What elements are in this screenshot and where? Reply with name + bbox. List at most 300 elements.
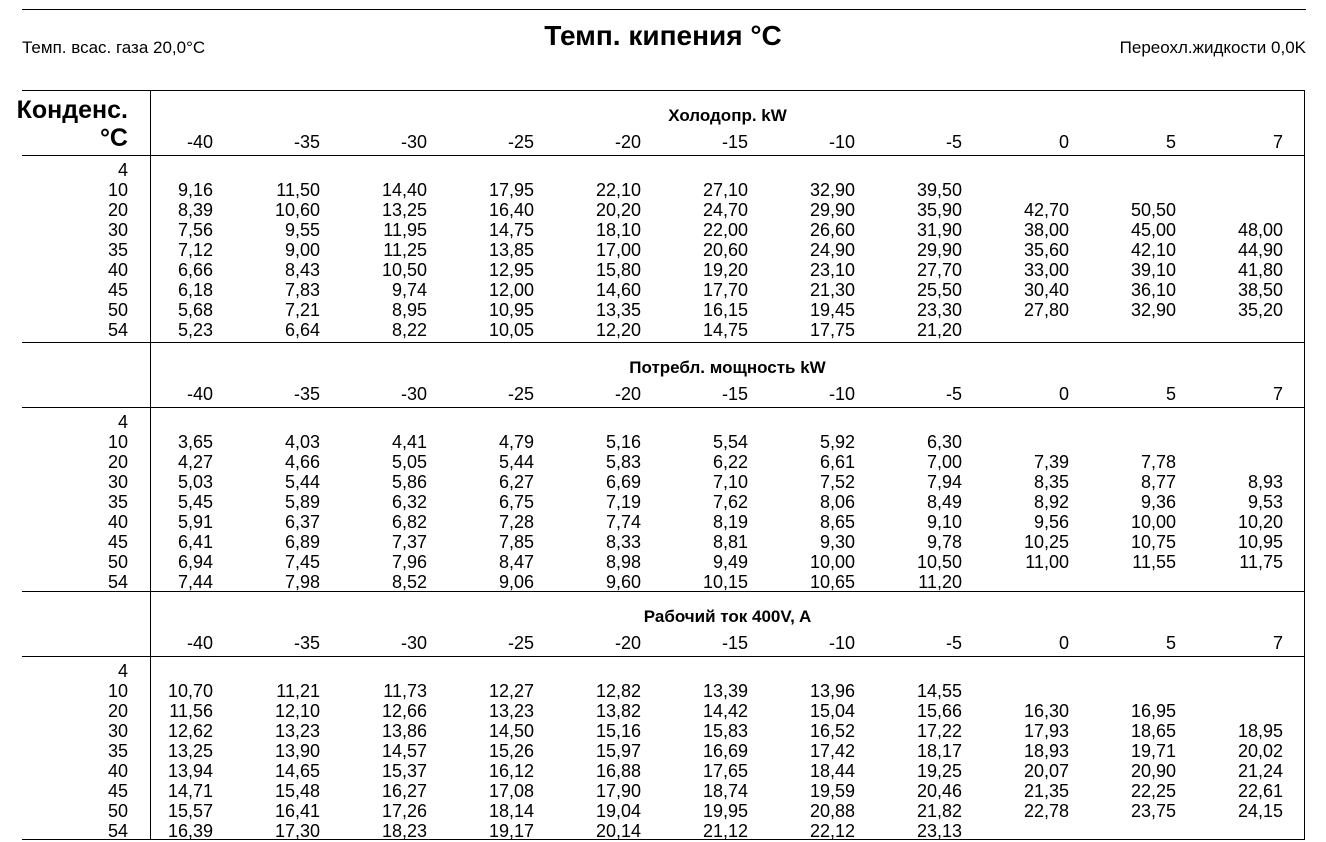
table-cell: 16,41 bbox=[274, 801, 320, 821]
column-header: 0 bbox=[1058, 132, 1069, 152]
row-label: 10 bbox=[107, 180, 128, 200]
table-cell: 11,25 bbox=[383, 240, 427, 260]
table-cell: 29,90 bbox=[916, 240, 962, 260]
table-cell: 33,00 bbox=[1023, 260, 1069, 280]
column-header: 7 bbox=[1272, 384, 1283, 404]
row-label: 45 bbox=[107, 532, 128, 552]
table-cell: 14,55 bbox=[916, 681, 962, 701]
table-cell: 5,45 bbox=[177, 492, 213, 512]
table-cell: 18,17 bbox=[916, 741, 962, 761]
table-cell: 10,95 bbox=[1237, 532, 1283, 552]
table-cell: 38,00 bbox=[1023, 220, 1069, 240]
table-cell: 50,50 bbox=[1130, 200, 1176, 220]
table-cell: 6,82 bbox=[391, 512, 427, 532]
table-cell: 17,75 bbox=[809, 320, 855, 340]
table-cell: 39,10 bbox=[1130, 260, 1176, 280]
table-cell: 7,28 bbox=[498, 512, 534, 532]
table-cell: 7,12 bbox=[177, 240, 213, 260]
column-header: -40 bbox=[186, 132, 213, 152]
row-label: 50 bbox=[107, 801, 128, 821]
table-cell: 9,49 bbox=[712, 552, 748, 572]
condensing-unit: °C bbox=[99, 124, 128, 152]
table-cell: 5,83 bbox=[605, 452, 641, 472]
table-cell: 20,88 bbox=[809, 801, 855, 821]
table-cell: 11,55 bbox=[1132, 552, 1176, 572]
column-header: -15 bbox=[721, 132, 748, 152]
table-cell: 26,60 bbox=[809, 220, 855, 240]
table-cell: 7,74 bbox=[605, 512, 641, 532]
section-title: Холодопр. kW bbox=[668, 106, 787, 125]
table-cell: 13,85 bbox=[488, 240, 534, 260]
table-cell: 35,60 bbox=[1023, 240, 1069, 260]
table-cell: 11,75 bbox=[1239, 552, 1283, 572]
section-divider bbox=[22, 342, 1305, 343]
table-cell: 22,61 bbox=[1237, 781, 1283, 801]
table-cell: 10,60 bbox=[274, 200, 320, 220]
table-cell: 15,04 bbox=[809, 701, 855, 721]
table-cell: 7,94 bbox=[926, 472, 962, 492]
table-cell: 20,14 bbox=[595, 821, 641, 841]
column-header: -20 bbox=[614, 132, 641, 152]
table-cell: 6,41 bbox=[177, 532, 213, 552]
table-cell: 8,49 bbox=[926, 492, 962, 512]
row-label: 54 bbox=[107, 821, 128, 841]
table-cell: 16,69 bbox=[702, 741, 748, 761]
table-cell: 8,35 bbox=[1033, 472, 1069, 492]
table-cell: 6,66 bbox=[177, 260, 213, 280]
table-cell: 20,07 bbox=[1023, 761, 1069, 781]
top-rule bbox=[22, 9, 1306, 10]
table-cell: 14,60 bbox=[595, 280, 641, 300]
table-cell: 6,30 bbox=[926, 432, 962, 452]
table-cell: 17,90 bbox=[595, 781, 641, 801]
table-cell: 7,19 bbox=[605, 492, 641, 512]
table-cell: 14,65 bbox=[274, 761, 320, 781]
table-cell: 17,93 bbox=[1023, 721, 1069, 741]
table-cell: 6,27 bbox=[498, 472, 534, 492]
table-cell: 9,60 bbox=[605, 572, 641, 592]
table-cell: 29,90 bbox=[809, 200, 855, 220]
table-cell: 21,24 bbox=[1237, 761, 1283, 781]
table-cell: 32,90 bbox=[809, 180, 855, 200]
table-cell: 4,66 bbox=[284, 452, 320, 472]
table-cell: 8,65 bbox=[819, 512, 855, 532]
table-cell: 8,33 bbox=[605, 532, 641, 552]
page-title: Темп. кипения °C bbox=[544, 20, 782, 51]
section-title: Рабочий ток 400V, A bbox=[643, 607, 812, 626]
table-cell: 15,37 bbox=[381, 761, 427, 781]
table-cell: 19,95 bbox=[702, 801, 748, 821]
table-cell: 8,95 bbox=[391, 300, 427, 320]
table-cell: 9,56 bbox=[1033, 512, 1069, 532]
table-cell: 17,95 bbox=[488, 180, 534, 200]
table-cell: 13,86 bbox=[381, 721, 427, 741]
table-cell: 6,64 bbox=[284, 320, 320, 340]
column-header: 7 bbox=[1272, 633, 1283, 653]
column-header: 0 bbox=[1058, 384, 1069, 404]
column-header: -15 bbox=[721, 384, 748, 404]
row-label: 40 bbox=[107, 761, 128, 781]
table-cell: 13,94 bbox=[167, 761, 213, 781]
column-header: 5 bbox=[1165, 633, 1176, 653]
table-cell: 6,32 bbox=[391, 492, 427, 512]
table-cell: 9,06 bbox=[498, 572, 534, 592]
row-label: 4 bbox=[117, 661, 128, 681]
table-cell: 14,40 bbox=[381, 180, 427, 200]
table-cell: 7,85 bbox=[498, 532, 534, 552]
row-label: 4 bbox=[117, 412, 128, 432]
table-cell: 42,10 bbox=[1130, 240, 1176, 260]
table-cell: 8,77 bbox=[1140, 472, 1176, 492]
table-cell: 13,25 bbox=[167, 741, 213, 761]
row-label: 35 bbox=[107, 492, 128, 512]
table-cell: 5,23 bbox=[177, 320, 213, 340]
row-label: 30 bbox=[107, 472, 128, 492]
table-cell: 25,50 bbox=[916, 280, 962, 300]
table-cell: 9,74 bbox=[391, 280, 427, 300]
table-cell: 16,40 bbox=[488, 200, 534, 220]
table-cell: 12,95 bbox=[488, 260, 534, 280]
table-cell: 8,92 bbox=[1033, 492, 1069, 512]
table-cell: 5,54 bbox=[712, 432, 748, 452]
table-cell: 27,10 bbox=[702, 180, 748, 200]
table-cell: 8,47 bbox=[498, 552, 534, 572]
table-cell: 16,12 bbox=[488, 761, 534, 781]
table-cell: 7,10 bbox=[712, 472, 748, 492]
table-cell: 5,05 bbox=[391, 452, 427, 472]
table-cell: 7,37 bbox=[391, 532, 427, 552]
table-cell: 6,18 bbox=[177, 280, 213, 300]
table-cell: 10,15 bbox=[702, 572, 748, 592]
table-cell: 22,00 bbox=[702, 220, 748, 240]
table-cell: 13,35 bbox=[595, 300, 641, 320]
table-cell: 6,94 bbox=[177, 552, 213, 572]
table-cell: 11,50 bbox=[276, 180, 320, 200]
table-cell: 10,50 bbox=[916, 552, 962, 572]
row-label: 54 bbox=[107, 572, 128, 592]
table-cell: 18,23 bbox=[381, 821, 427, 841]
table-cell: 7,56 bbox=[177, 220, 213, 240]
table-cell: 10,95 bbox=[488, 300, 534, 320]
table-cell: 7,78 bbox=[1140, 452, 1176, 472]
table-cell: 18,44 bbox=[809, 761, 855, 781]
table-cell: 7,00 bbox=[926, 452, 962, 472]
table-cell: 23,75 bbox=[1130, 801, 1176, 821]
column-header: -25 bbox=[507, 633, 534, 653]
table-cell: 5,91 bbox=[177, 512, 213, 532]
row-label: 30 bbox=[107, 721, 128, 741]
table-cell: 35,90 bbox=[916, 200, 962, 220]
table-cell: 13,90 bbox=[274, 741, 320, 761]
row-label: 35 bbox=[107, 240, 128, 260]
table-cell: 8,52 bbox=[391, 572, 427, 592]
table-cell: 12,27 bbox=[488, 681, 534, 701]
table-cell: 9,10 bbox=[926, 512, 962, 532]
table-cell: 20,20 bbox=[595, 200, 641, 220]
table-cell: 5,89 bbox=[284, 492, 320, 512]
column-header: -10 bbox=[828, 633, 855, 653]
table-cell: 17,00 bbox=[595, 240, 641, 260]
table-cell: 23,30 bbox=[916, 300, 962, 320]
table-cell: 19,71 bbox=[1130, 741, 1176, 761]
table-cell: 6,61 bbox=[819, 452, 855, 472]
table-cell: 7,52 bbox=[819, 472, 855, 492]
table-cell: 17,08 bbox=[488, 781, 534, 801]
table-cell: 9,78 bbox=[926, 532, 962, 552]
table-cell: 19,17 bbox=[488, 821, 534, 841]
table-cell: 17,65 bbox=[702, 761, 748, 781]
table-cell: 16,15 bbox=[702, 300, 748, 320]
row-label: 20 bbox=[107, 701, 128, 721]
table-cell: 21,20 bbox=[916, 320, 962, 340]
table-cell: 38,50 bbox=[1237, 280, 1283, 300]
column-header: -10 bbox=[828, 384, 855, 404]
header-divider bbox=[22, 407, 1305, 408]
table-cell: 15,57 bbox=[167, 801, 213, 821]
column-header: -5 bbox=[945, 132, 962, 152]
table-cell: 13,39 bbox=[702, 681, 748, 701]
table-cell: 11,56 bbox=[169, 701, 213, 721]
table-cell: 12,66 bbox=[381, 701, 427, 721]
table-cell: 7,39 bbox=[1033, 452, 1069, 472]
table-cell: 8,98 bbox=[605, 552, 641, 572]
table-cell: 22,12 bbox=[809, 821, 855, 841]
table-cell: 8,39 bbox=[177, 200, 213, 220]
table-cell: 16,95 bbox=[1130, 701, 1176, 721]
condensing-label: Конденс. bbox=[16, 96, 128, 124]
table-cell: 27,70 bbox=[916, 260, 962, 280]
table-cell: 6,75 bbox=[498, 492, 534, 512]
row-label: 20 bbox=[107, 452, 128, 472]
table-cell: 15,16 bbox=[595, 721, 641, 741]
table-cell: 7,98 bbox=[284, 572, 320, 592]
table-cell: 14,50 bbox=[488, 721, 534, 741]
table-cell: 13,25 bbox=[381, 200, 427, 220]
table-cell: 5,03 bbox=[177, 472, 213, 492]
table-cell: 7,96 bbox=[391, 552, 427, 572]
column-header: -5 bbox=[945, 384, 962, 404]
table-cell: 9,36 bbox=[1140, 492, 1176, 512]
table-cell: 42,70 bbox=[1023, 200, 1069, 220]
table-cell: 20,46 bbox=[916, 781, 962, 801]
table-cell: 15,80 bbox=[595, 260, 641, 280]
table-cell: 24,90 bbox=[809, 240, 855, 260]
section-divider bbox=[22, 591, 1305, 592]
column-header: 5 bbox=[1165, 132, 1176, 152]
suction-gas-temp-label: Темп. всас. газа 20,0°C bbox=[22, 38, 206, 57]
table-cell: 12,10 bbox=[274, 701, 320, 721]
table-cell: 5,68 bbox=[177, 300, 213, 320]
table-cell: 8,43 bbox=[284, 260, 320, 280]
row-label: 50 bbox=[107, 300, 128, 320]
column-header: -20 bbox=[614, 633, 641, 653]
column-header: -25 bbox=[507, 384, 534, 404]
row-label: 40 bbox=[107, 260, 128, 280]
table-cell: 22,78 bbox=[1023, 801, 1069, 821]
table-cell: 5,44 bbox=[498, 452, 534, 472]
table-cell: 10,00 bbox=[809, 552, 855, 572]
table-cell: 16,88 bbox=[595, 761, 641, 781]
table-cell: 19,59 bbox=[809, 781, 855, 801]
table-cell: 4,03 bbox=[284, 432, 320, 452]
table-cell: 16,27 bbox=[381, 781, 427, 801]
header-divider bbox=[22, 656, 1305, 657]
table-cell: 41,80 bbox=[1237, 260, 1283, 280]
column-header: -40 bbox=[186, 633, 213, 653]
table-cell: 18,93 bbox=[1023, 741, 1069, 761]
table-cell: 19,45 bbox=[809, 300, 855, 320]
table-cell: 13,23 bbox=[488, 701, 534, 721]
table-cell: 6,22 bbox=[712, 452, 748, 472]
table-cell: 12,20 bbox=[595, 320, 641, 340]
column-header: -15 bbox=[721, 633, 748, 653]
table-cell: 24,70 bbox=[702, 200, 748, 220]
table-cell: 11,95 bbox=[383, 220, 427, 240]
table-cell: 8,93 bbox=[1247, 472, 1283, 492]
table-cell: 20,90 bbox=[1130, 761, 1176, 781]
table-cell: 7,83 bbox=[284, 280, 320, 300]
table-cell: 10,70 bbox=[167, 681, 213, 701]
table-cell: 7,21 bbox=[284, 300, 320, 320]
table-cell: 20,60 bbox=[702, 240, 748, 260]
table-cell: 13,82 bbox=[595, 701, 641, 721]
row-label: 35 bbox=[107, 741, 128, 761]
table-cell: 7,44 bbox=[177, 572, 213, 592]
table-cell: 6,69 bbox=[605, 472, 641, 492]
table-cell: 36,10 bbox=[1130, 280, 1176, 300]
table-cell: 5,44 bbox=[284, 472, 320, 492]
table-cell: 16,30 bbox=[1023, 701, 1069, 721]
column-header: -10 bbox=[828, 132, 855, 152]
table-cell: 11,00 bbox=[1025, 552, 1069, 572]
table-cell: 18,65 bbox=[1130, 721, 1176, 741]
table-cell: 18,74 bbox=[702, 781, 748, 801]
table-cell: 10,05 bbox=[488, 320, 534, 340]
table-cell: 17,42 bbox=[809, 741, 855, 761]
table-cell: 18,14 bbox=[488, 801, 534, 821]
section-title: Потребл. мощность kW bbox=[629, 358, 826, 377]
table-cell: 15,66 bbox=[916, 701, 962, 721]
table-cell: 14,71 bbox=[167, 781, 213, 801]
table-cell: 14,75 bbox=[488, 220, 534, 240]
table-cell: 5,92 bbox=[819, 432, 855, 452]
table-cell: 8,06 bbox=[819, 492, 855, 512]
table-cell: 44,90 bbox=[1237, 240, 1283, 260]
table-cell: 30,40 bbox=[1023, 280, 1069, 300]
table-cell: 31,90 bbox=[916, 220, 962, 240]
table-cell: 19,04 bbox=[595, 801, 641, 821]
row-label: 30 bbox=[107, 220, 128, 240]
column-header: -35 bbox=[293, 384, 320, 404]
table-cell: 9,00 bbox=[284, 240, 320, 260]
row-label: 45 bbox=[107, 280, 128, 300]
row-label: 54 bbox=[107, 320, 128, 340]
row-label: 4 bbox=[117, 160, 128, 180]
table-cell: 11,20 bbox=[918, 572, 962, 592]
table-cell: 11,21 bbox=[276, 681, 320, 701]
table-cell: 17,30 bbox=[274, 821, 320, 841]
table-cell: 17,26 bbox=[381, 801, 427, 821]
row-label: 50 bbox=[107, 552, 128, 572]
table-cell: 4,79 bbox=[498, 432, 534, 452]
subcooling-label: Переохл.жидкости 0,0K bbox=[1119, 38, 1306, 57]
table-cell: 18,10 bbox=[595, 220, 641, 240]
column-header: -20 bbox=[614, 384, 641, 404]
table-cell: 5,86 bbox=[391, 472, 427, 492]
row-label: 20 bbox=[107, 200, 128, 220]
row-label: 10 bbox=[107, 432, 128, 452]
table-cell: 9,55 bbox=[284, 220, 320, 240]
table-cell: 23,13 bbox=[916, 821, 962, 841]
table-cell: 14,57 bbox=[381, 741, 427, 761]
column-header: -30 bbox=[400, 633, 427, 653]
table-cell: 13,23 bbox=[274, 721, 320, 741]
table-cell: 8,19 bbox=[712, 512, 748, 532]
table-cell: 21,12 bbox=[702, 821, 748, 841]
table-cell: 4,27 bbox=[177, 452, 213, 472]
table-cell: 20,02 bbox=[1237, 741, 1283, 761]
table-cell: 22,25 bbox=[1130, 781, 1176, 801]
table-cell: 48,00 bbox=[1237, 220, 1283, 240]
table-cell: 17,70 bbox=[702, 280, 748, 300]
table-cell: 39,50 bbox=[916, 180, 962, 200]
table-cell: 8,22 bbox=[391, 320, 427, 340]
column-header: -35 bbox=[293, 633, 320, 653]
table-cell: 5,16 bbox=[605, 432, 641, 452]
table-cell: 24,15 bbox=[1237, 801, 1283, 821]
table-cell: 14,42 bbox=[702, 701, 748, 721]
table-cell: 19,25 bbox=[916, 761, 962, 781]
table-cell: 32,90 bbox=[1130, 300, 1176, 320]
table-cell: 12,62 bbox=[167, 721, 213, 741]
table-cell: 19,20 bbox=[702, 260, 748, 280]
table-cell: 8,81 bbox=[712, 532, 748, 552]
column-header: -30 bbox=[400, 384, 427, 404]
table-cell: 22,10 bbox=[595, 180, 641, 200]
column-header: -30 bbox=[400, 132, 427, 152]
table-cell: 15,97 bbox=[595, 741, 641, 761]
table-cell: 10,65 bbox=[809, 572, 855, 592]
table-cell: 35,20 bbox=[1237, 300, 1283, 320]
table-cell: 18,95 bbox=[1237, 721, 1283, 741]
table-cell: 21,82 bbox=[916, 801, 962, 821]
table-cell: 16,52 bbox=[809, 721, 855, 741]
table-cell: 9,30 bbox=[819, 532, 855, 552]
table-cell: 7,62 bbox=[712, 492, 748, 512]
table-cell: 27,80 bbox=[1023, 300, 1069, 320]
table-cell: 12,00 bbox=[488, 280, 534, 300]
column-header: 0 bbox=[1058, 633, 1069, 653]
column-header: -5 bbox=[945, 633, 962, 653]
table-cell: 9,16 bbox=[177, 180, 213, 200]
table-cell: 7,45 bbox=[284, 552, 320, 572]
table-cell: 6,89 bbox=[284, 532, 320, 552]
header-divider bbox=[22, 155, 1305, 156]
table-cell: 15,83 bbox=[702, 721, 748, 741]
table-cell: 11,73 bbox=[383, 681, 427, 701]
table-cell: 23,10 bbox=[809, 260, 855, 280]
condensing-temp-header bbox=[5, 96, 128, 152]
table-cell: 10,25 bbox=[1023, 532, 1069, 552]
table-cell: 9,53 bbox=[1247, 492, 1283, 512]
table-cell: 10,20 bbox=[1237, 512, 1283, 532]
row-label: 10 bbox=[107, 681, 128, 701]
table-cell: 17,22 bbox=[916, 721, 962, 741]
table-cell: 16,39 bbox=[167, 821, 213, 841]
column-header: 7 bbox=[1272, 132, 1283, 152]
table-cell: 15,26 bbox=[488, 741, 534, 761]
column-header: -35 bbox=[293, 132, 320, 152]
